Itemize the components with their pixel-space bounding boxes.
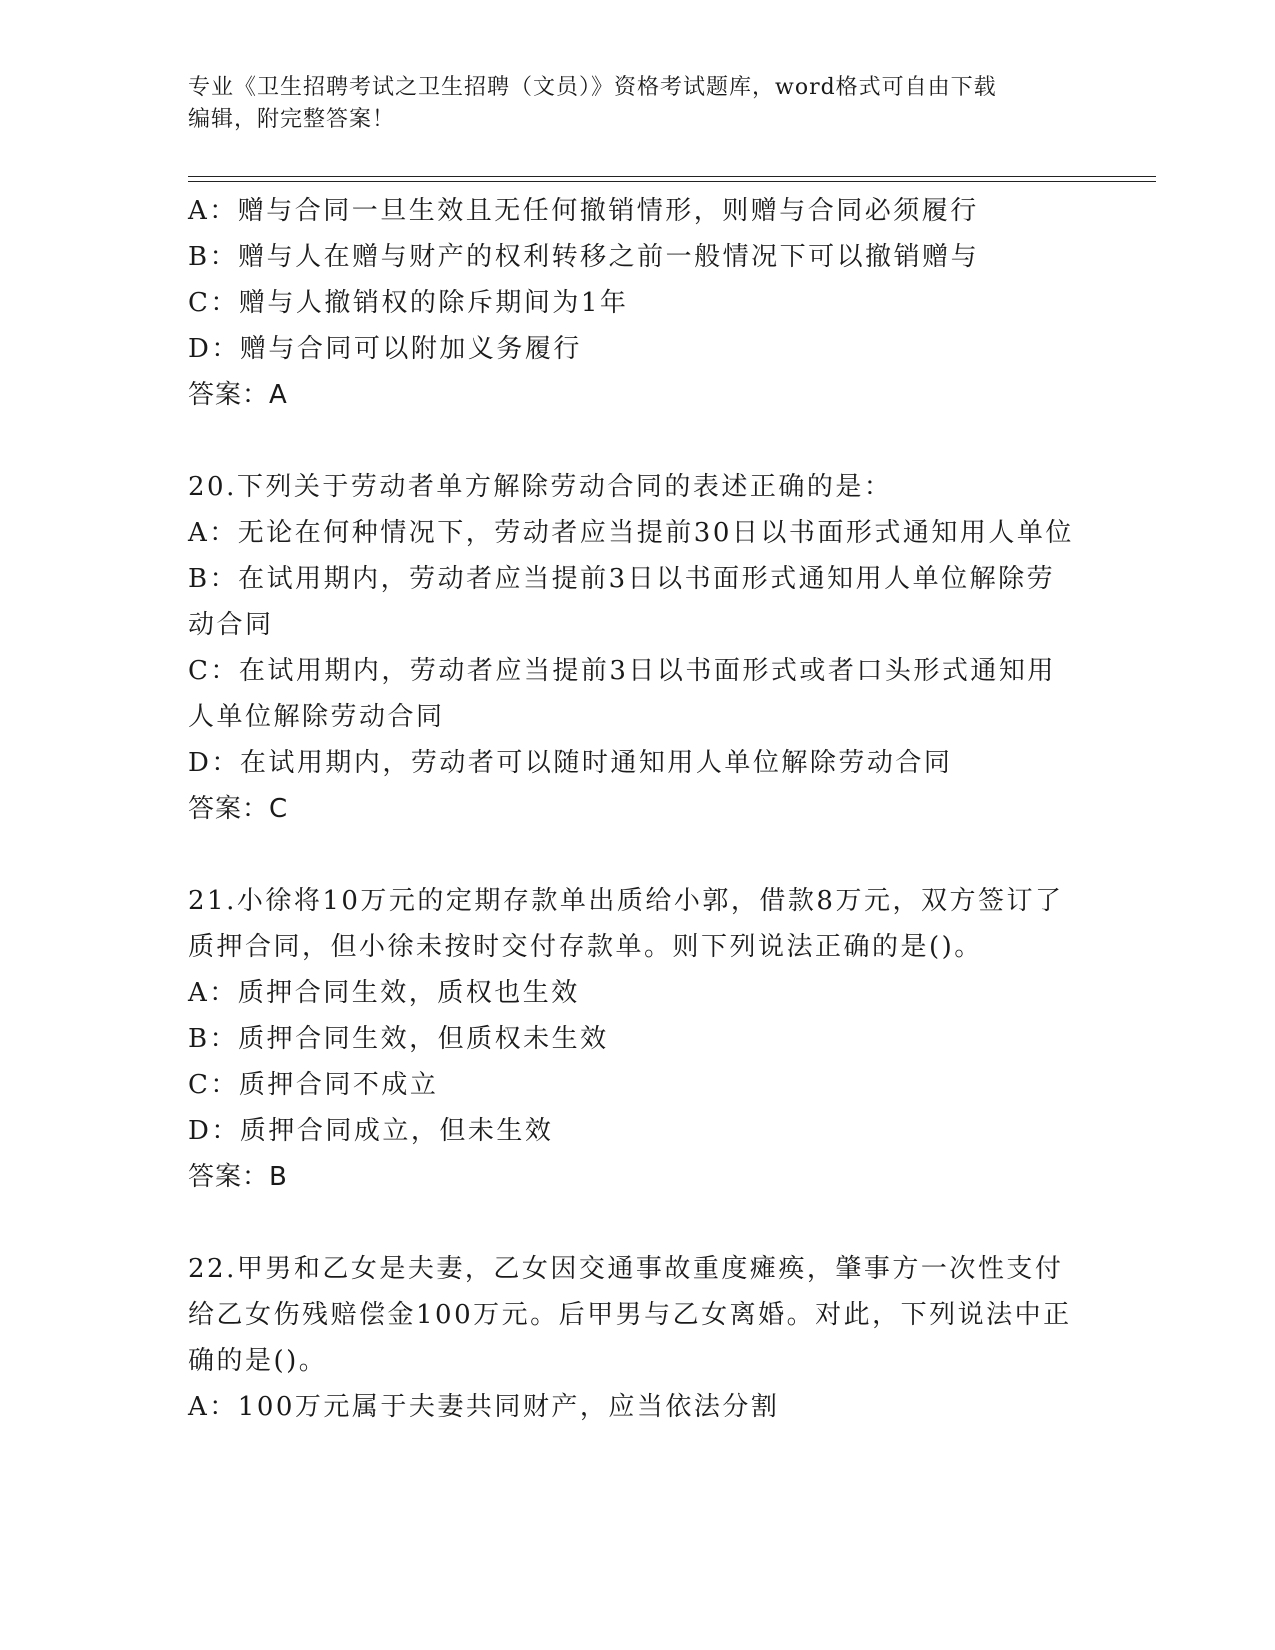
question-list bbox=[188, 188, 1078, 1430]
option-d: D：赠与合同可以附加义务履行 bbox=[188, 334, 582, 364]
question-stem: 22.甲男和乙女是夫妻，乙女因交通事故重度瘫痪，肇事方一次性支付给乙女伤残赔偿金100万元。后甲男与乙女离婚。对此，下列说法中正确的是()。 bbox=[188, 1254, 1072, 1376]
option-c: C：在试用期内，劳动者应当提前3日以书面形式或者口头形式通知用人单位解除劳动合同 bbox=[188, 656, 1056, 732]
answer-label: 答案：C bbox=[188, 794, 289, 824]
option-a: A：100万元属于夫妻共同财产，应当依法分割 bbox=[188, 1392, 780, 1422]
option-b: B：在试用期内，劳动者应当提前3日以书面形式通知用人单位解除劳动合同 bbox=[188, 564, 1056, 640]
question-19 bbox=[188, 188, 1078, 418]
option-c: C：赠与人撤销权的除斥期间为1年 bbox=[188, 288, 629, 318]
header-line-1: 专业《卫生招聘考试之卫生招聘（文员）》资格考试题库，word格式可自由下载 bbox=[188, 75, 997, 100]
question-21 bbox=[188, 878, 1078, 1200]
header-line-2: 编辑，附完整答案！ bbox=[188, 107, 396, 132]
question-20 bbox=[188, 464, 1078, 832]
option-b: B：质押合同生效，但质权未生效 bbox=[188, 1024, 609, 1054]
spacer bbox=[188, 832, 1078, 878]
option-a: A：赠与合同一旦生效且无任何撤销情形，则赠与合同必须履行 bbox=[188, 196, 979, 226]
option-a: A：无论在何种情况下，劳动者应当提前30日以书面形式通知用人单位 bbox=[188, 518, 1074, 548]
question-stem: 21.小徐将10万元的定期存款单出质给小郭，借款8万元，双方签订了质押合同，但小徐未按时交付存款单。则下列说法正确的是()。 bbox=[188, 886, 1064, 962]
answer-label: 答案：B bbox=[188, 1162, 288, 1192]
document-header bbox=[188, 72, 1088, 136]
option-d: D：质押合同成立，但未生效 bbox=[188, 1116, 554, 1146]
option-d: D：在试用期内，劳动者可以随时通知用人单位解除劳动合同 bbox=[188, 748, 953, 778]
header-rule-top bbox=[188, 176, 1156, 177]
header-rule-bottom bbox=[188, 181, 1156, 182]
option-a: A：质押合同生效，质权也生效 bbox=[188, 978, 580, 1008]
spacer bbox=[188, 1200, 1078, 1246]
question-stem: 20.下列关于劳动者单方解除劳动合同的表述正确的是： bbox=[188, 472, 893, 502]
option-c: C：质押合同不成立 bbox=[188, 1070, 439, 1100]
option-b: B：赠与人在赠与财产的权利转移之前一般情况下可以撤销赠与 bbox=[188, 242, 980, 272]
answer-label: 答案：A bbox=[188, 380, 288, 410]
question-22 bbox=[188, 1246, 1078, 1430]
spacer bbox=[188, 418, 1078, 464]
